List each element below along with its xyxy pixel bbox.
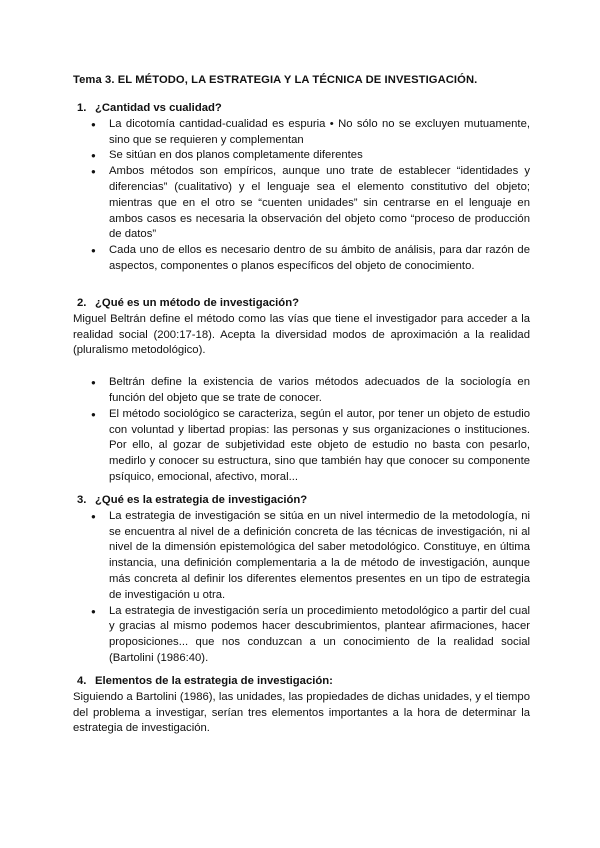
list-item: ● Se sitúan en dos planos completamente diferentes bbox=[73, 148, 530, 164]
section-paragraph: Siguiendo a Bartolini (1986), las unidades, las propiedades de dichas unidades, y el tiempo del problema a investigar, serían tres elementos importantes a la hora de determinar la estrategia de investigación. bbox=[73, 690, 530, 735]
section-heading bbox=[77, 674, 530, 690]
section-4 bbox=[73, 674, 530, 737]
section-2 bbox=[73, 296, 530, 486]
section-heading bbox=[77, 493, 530, 509]
section-title: ¿Qué es la estrategia de investigación? bbox=[95, 494, 308, 506]
bullet-list bbox=[73, 117, 530, 275]
list-item: ● Cada uno de ellos es necesario dentro de su ámbito de análisis, para dar razón de aspectos, componentes o planos específicos del objeto de conocimiento. bbox=[73, 243, 530, 275]
list-item: ● La estrategia de investigación sería un procedimiento metodológico a partir del cual y gracias al mismo podemos hacer descubrimientos, plantear afirmaciones, hacer proposiciones... que nos conduzcan a un conocimiento de la realidad social (Bartolini (1986:40). bbox=[73, 604, 530, 667]
section-3 bbox=[73, 493, 530, 667]
list-item: ● El método sociológico se caracteriza, según el autor, por tener un objeto de estudio con voluntad y libertad propias: las personas y sus organizaciones o instituciones. Por ello, al gozar de subjetividad este objeto de estudio no basta con pesarlo, medirlo y conocer su estructura, sino que también hay que conocer su componente psíquico, emocional, afectivo, moral... bbox=[73, 407, 530, 486]
section-paragraph: Miguel Beltrán define el método como las vías que tiene el investigador para acceder a la realidad social (200:17-18). Acepta la diversidad modos de aproximación a la realidad (pluralismo metodológico). bbox=[73, 312, 530, 357]
list-item: ● Ambos métodos son empíricos, aunque uno trate de establecer “identidades y diferencias” (cualitativo) y el lenguaje sea el elemento constitutivo del objeto; mientras que en el otro se “cuenten unidades” sin centrarse en el lenguaje en ambos casos es necesaria la observación del objeto como “proceso de producción de datos” bbox=[73, 164, 530, 243]
bullet-list bbox=[73, 375, 530, 486]
section-title: ¿Cantidad vs cualidad? bbox=[95, 102, 222, 114]
list-item: ● La dicotomía cantidad-cualidad es espuria • No sólo no se excluyen mutuamente, sino que se requieren y complementan bbox=[73, 117, 530, 149]
section-1 bbox=[73, 101, 530, 275]
section-title: Elementos de la estrategia de investigación: bbox=[95, 675, 333, 687]
section-number: 1. bbox=[77, 102, 87, 114]
bullet-list bbox=[73, 509, 530, 667]
section-heading bbox=[77, 101, 530, 117]
section-heading bbox=[77, 296, 530, 312]
section-number: 4. bbox=[77, 675, 87, 687]
section-number: 2. bbox=[77, 297, 87, 309]
list-item: ● La estrategia de investigación se sitúa en un nivel intermedio de la metodología, ni se encuentra al nivel de a definición concreta de las técnicas de investigación, ni al nivel de la dimensión epistemológica del saber metodológico. Constituye, en última instancia, una definición complementaria a la de método de investigación, aunque más concreta al definir los diferentes elementos presentes en un tipo de estrategia de investigación u otra. bbox=[73, 509, 530, 604]
section-number: 3. bbox=[77, 494, 87, 506]
list-item: ● Beltrán define la existencia de varios métodos adecuados de la sociología en función del objeto que se trate de conocer. bbox=[73, 375, 530, 407]
document-title: Tema 3. EL MÉTODO, LA ESTRATEGIA Y LA TÉCNICA DE INVESTIGACIÓN. bbox=[73, 74, 478, 86]
section-title: ¿Qué es un método de investigación? bbox=[95, 297, 300, 309]
